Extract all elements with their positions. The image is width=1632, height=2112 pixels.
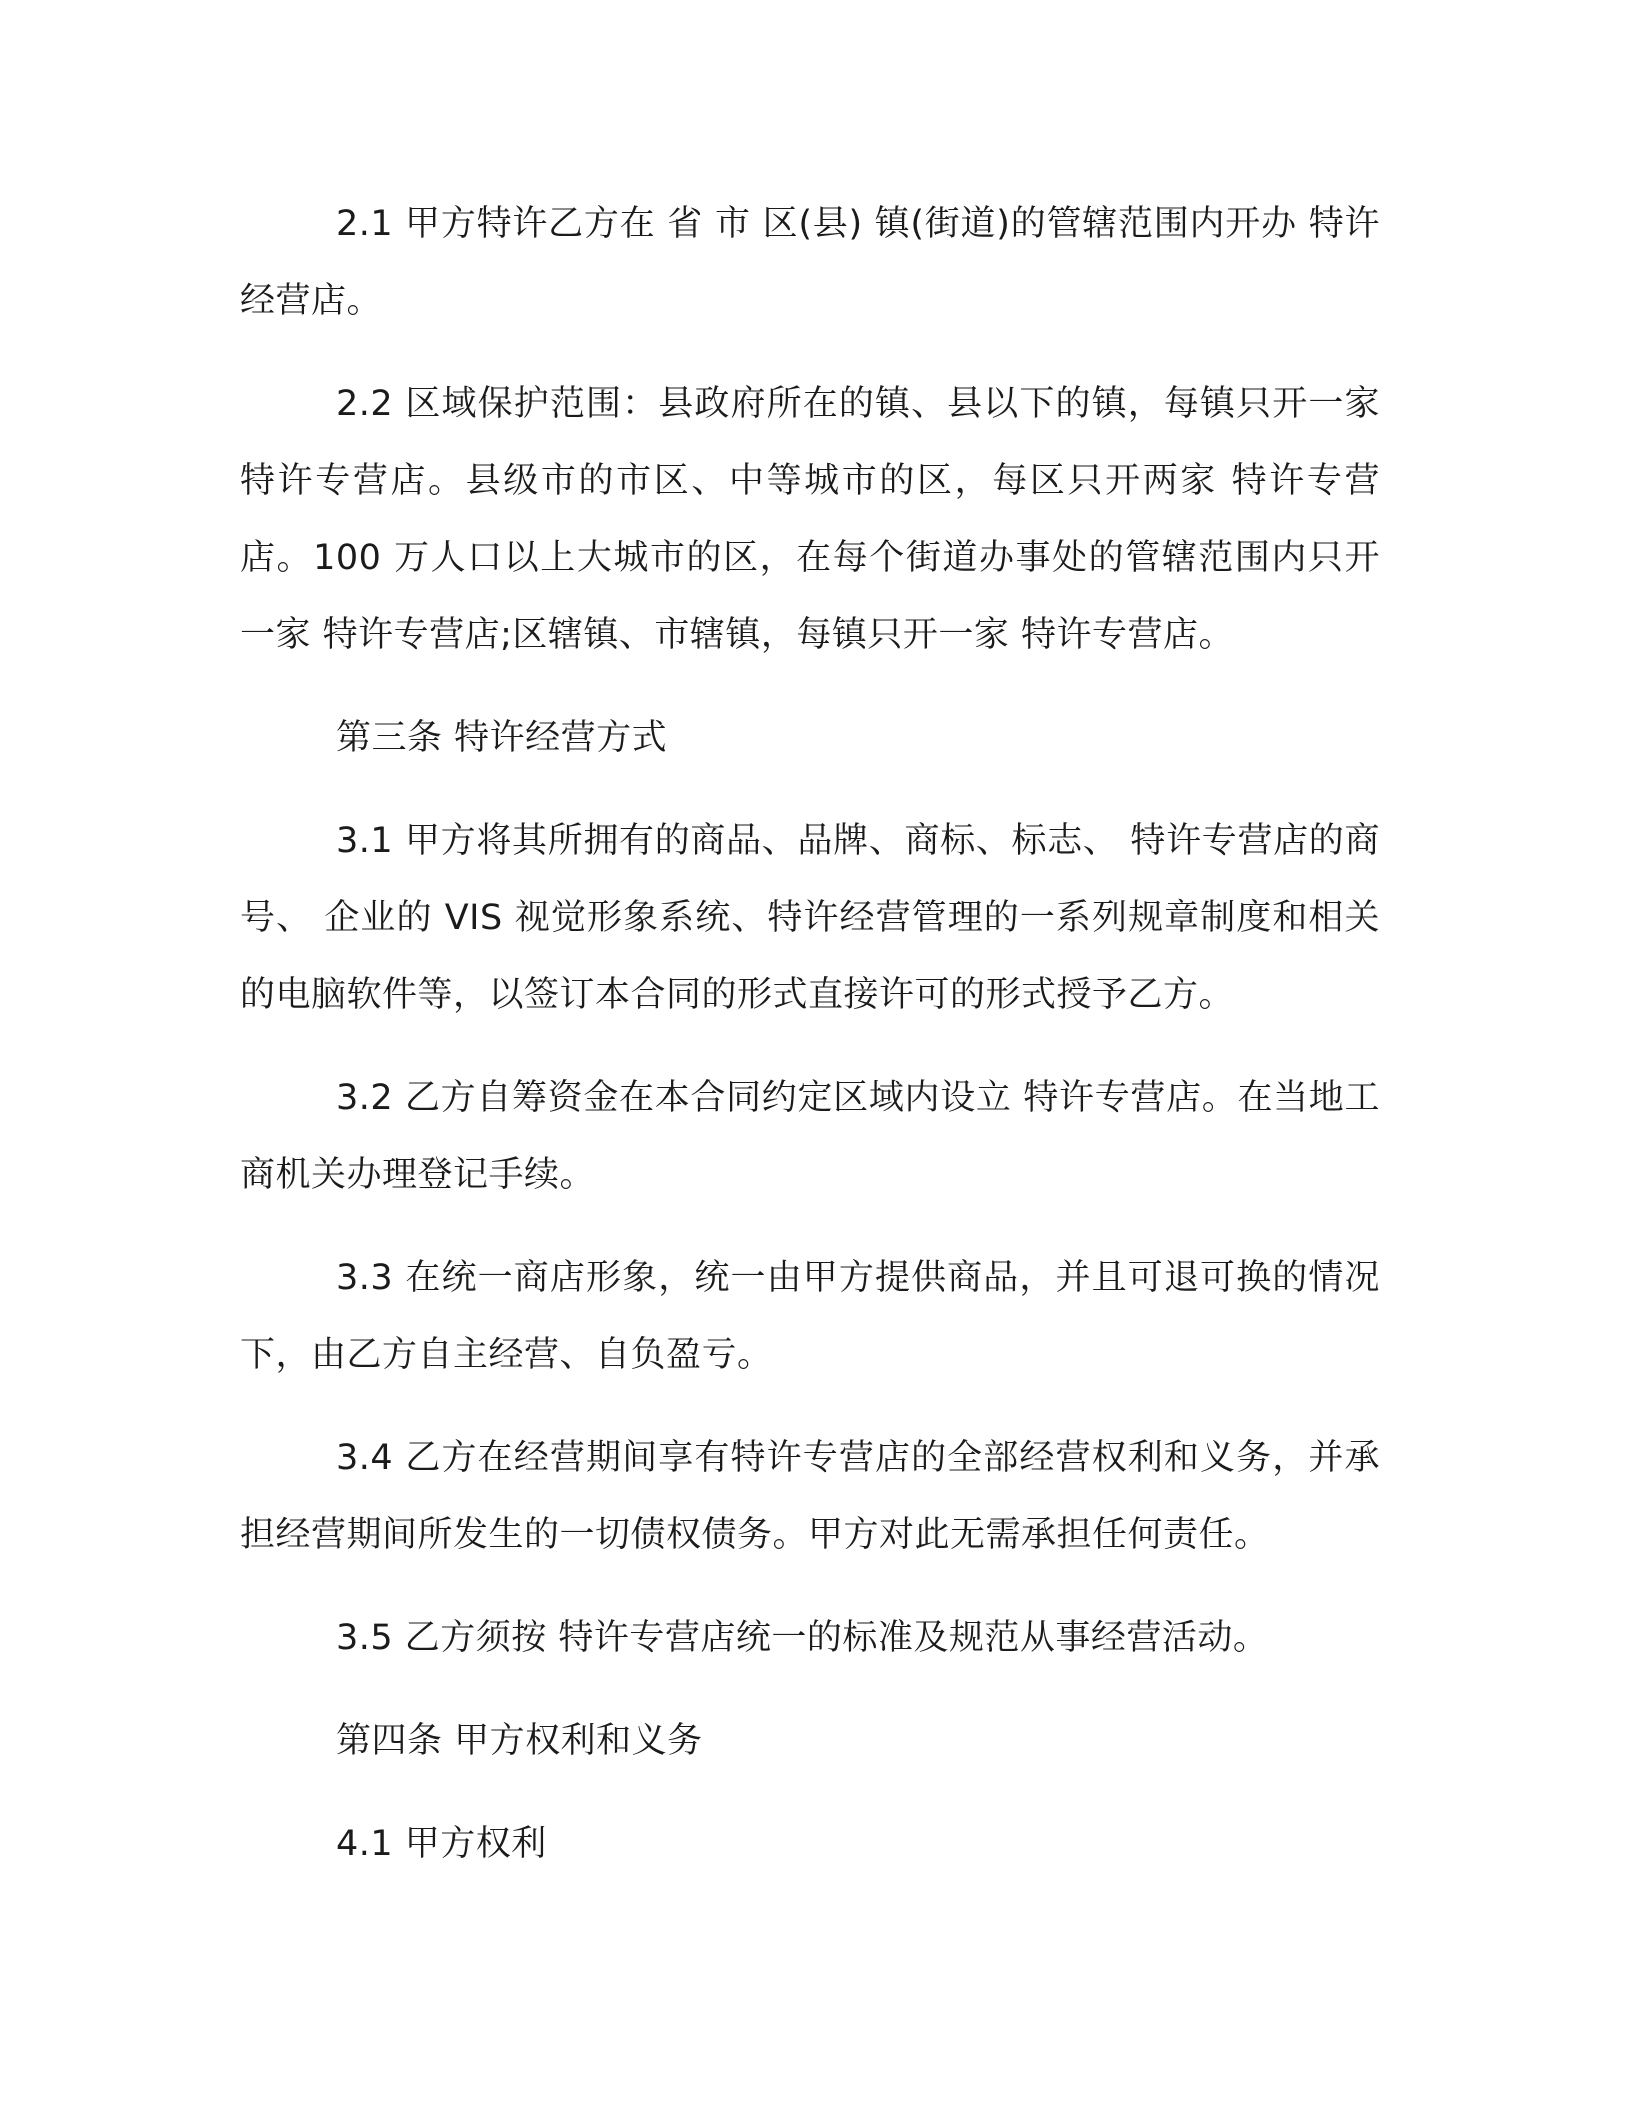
article-3-heading: 第三条 特许经营方式 — [336, 718, 668, 758]
clause-3-4: 3.4 乙方在经营期间享有特许专营店的全部经营权利和义务，并承担经营期间所发生的一切债权债务。甲方对此无需承担任何责任。 — [240, 1438, 1380, 1555]
clause-3-1: 3.1 甲方将其所拥有的商品、品牌、商标、标志、 特许专营店的商号、 企业的 VIS 视觉形象系统、特许经营管理的一系列规章制度和相关的电脑软件等，以签订本合同的形式直接许可的形式授予乙方。 — [240, 821, 1380, 1015]
document-body — [240, 186, 1380, 1909]
clause-4-1: 4.1 甲方权利 — [336, 1824, 547, 1864]
clause-3-2: 3.2 乙方自筹资金在本合同约定区域内设立 特许专营店。在当地工商机关办理登记手续。 — [240, 1078, 1380, 1195]
clause-3-3: 3.3 在统一商店形象，统一由甲方提供商品，并且可退可换的情况下，由乙方自主经营、自负盈亏。 — [240, 1258, 1380, 1375]
clause-2-1: 2.1 甲方特许乙方在 省 市 区(县) 镇(街道)的管辖范围内开办 特许经营店。 — [240, 204, 1380, 321]
clause-2-2: 2.2 区域保护范围：县政府所在的镇、县以下的镇，每镇只开一家 特许专营店。县级市的市区、中等城市的区，每区只开两家 特许专营店。100 万人口以上大城市的区，在每个街道办事处的管辖范围内只开一家 特许专营店;区辖镇、市辖镇，每镇只开一家 特许专营店。 — [240, 384, 1380, 655]
clause-3-5: 3.5 乙方须按 特许专营店统一的标准及规范从事经营活动。 — [336, 1618, 1269, 1658]
article-4-heading: 第四条 甲方权利和义务 — [336, 1721, 703, 1761]
